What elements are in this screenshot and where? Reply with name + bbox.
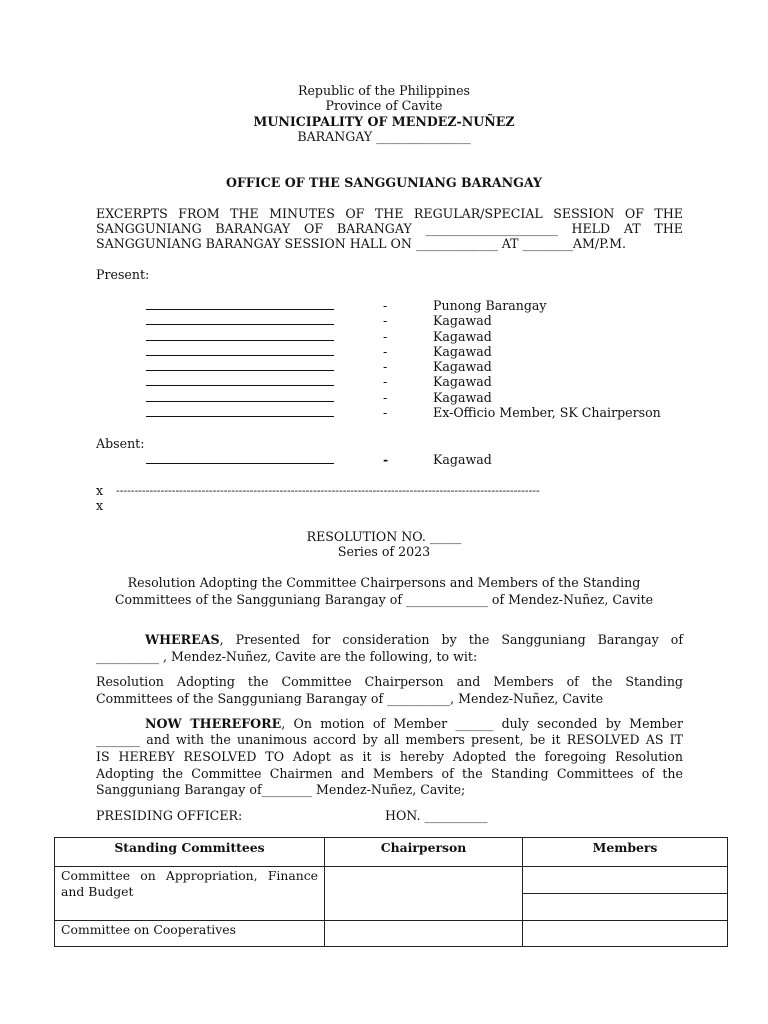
row-role: Kagawad <box>433 389 492 405</box>
committees-table <box>54 837 728 947</box>
column-header-members: Members <box>523 838 728 867</box>
row-role: Kagawad <box>433 452 492 467</box>
row-role: Ex-Officio Member, SK Chairperson <box>433 405 661 421</box>
present-label: Present: <box>96 267 150 282</box>
now-therefore-text: , On motion of Member ______ duly seconded by Member <box>281 716 683 731</box>
signature-line <box>146 313 334 325</box>
excerpt-line-3: SANGGUNIANG BARANGAY SESSION HALL ON _____________ AT ________AM/P.M. <box>96 236 626 251</box>
whereas-line-2: __________ , Mendez-Nuñez, Cavite are the following, to wit: <box>96 649 478 664</box>
row-role: Kagawad <box>433 328 492 344</box>
signature-line <box>146 452 334 464</box>
whereas-text: , Presented for consideration by the Sangguniang Barangay of <box>219 632 683 647</box>
present-row <box>0 359 768 374</box>
resolution-title-line-1: Resolution Adopting the Committee Chairpersons and Members of the Standing <box>127 575 641 590</box>
table-row <box>55 867 728 921</box>
row-dash: - <box>383 405 388 421</box>
adopting-line-1: Resolution Adopting the Committee Chairperson and Members of the Standing <box>96 674 683 689</box>
signature-line <box>146 359 334 371</box>
excerpt-line-2: SANGGUNIANG BARANGAY OF BARANGAY _____________________ HELD AT THE <box>96 221 683 236</box>
committee-name-cell: Committee on Appropriation, Finance and Budget <box>55 867 325 921</box>
members-slot <box>523 867 727 893</box>
row-dash: - <box>383 298 388 313</box>
present-row <box>0 390 768 405</box>
table-row <box>55 921 728 947</box>
column-header-standing-committees: Standing Committees <box>55 838 325 867</box>
present-row <box>0 405 768 420</box>
signature-line <box>146 298 334 310</box>
signature-line <box>146 374 334 386</box>
signature-line <box>146 390 334 402</box>
present-row <box>0 298 768 313</box>
row-dash: - <box>383 374 388 390</box>
now-therefore-line-2: _______ and with the unanimous accord by all members present, be it RESOLVED AS IT <box>96 732 683 747</box>
present-row <box>0 344 768 359</box>
members-slot <box>523 893 727 920</box>
table-header-row <box>55 838 728 867</box>
present-row <box>0 329 768 344</box>
now-therefore-line-4: Adopting the Committee Chairmen and Members of the Standing Committees of the <box>96 766 683 781</box>
absent-row <box>0 452 768 468</box>
committee-name-cell: Committee on Cooperatives <box>55 921 325 947</box>
whereas-keyword: WHEREAS <box>145 632 220 647</box>
signature-line <box>146 405 334 417</box>
row-role: Kagawad <box>433 313 492 329</box>
presiding-officer-label: PRESIDING OFFICER: <box>96 808 243 823</box>
separator-x-start: x <box>96 483 104 498</box>
chairperson-cell <box>325 921 523 947</box>
present-list <box>0 298 768 420</box>
now-therefore-keyword: NOW THEREFORE <box>145 716 282 731</box>
separator-x-end: x <box>96 498 104 513</box>
row-dash: - <box>383 359 388 375</box>
column-header-chairperson: Chairperson <box>325 838 523 867</box>
resolution-number: RESOLUTION NO. _____ <box>306 529 462 544</box>
presiding-officer-hon: HON. __________ <box>385 808 488 823</box>
header-province: Province of Cavite <box>325 98 443 113</box>
row-role: Punong Barangay <box>433 298 547 313</box>
signature-line <box>146 344 334 356</box>
now-therefore-line-5: Sangguniang Barangay of________ Mendez-Nuñez, Cavite; <box>96 782 466 797</box>
members-cell <box>523 921 728 947</box>
header-barangay: BARANGAY _______________ <box>297 129 471 144</box>
row-dash: - <box>383 328 388 344</box>
resolution-series: Series of 2023 <box>337 544 431 559</box>
header-republic: Republic of the Philippines <box>297 83 470 98</box>
present-row <box>0 374 768 389</box>
members-cell <box>523 867 728 921</box>
excerpt-line-1: EXCERPTS FROM THE MINUTES OF THE REGULAR/SPECIAL SESSION OF THE <box>96 206 683 221</box>
signature-line <box>146 329 334 341</box>
row-dash: - <box>383 343 388 359</box>
row-dash: - <box>383 389 388 405</box>
now-therefore-line-1 <box>145 716 683 731</box>
present-row <box>0 313 768 328</box>
chairperson-cell <box>325 867 523 921</box>
row-dash: - <box>383 452 389 467</box>
office-title: OFFICE OF THE SANGGUNIANG BARANGAY <box>225 175 543 190</box>
row-role: Kagawad <box>433 359 492 375</box>
adopting-line-2: Committees of the Sangguniang Barangay of __________, Mendez-Nuñez, Cavite <box>96 691 604 706</box>
row-dash: - <box>383 313 388 329</box>
header-municipality: MUNICIPALITY OF MENDEZ-NUÑEZ <box>253 114 515 129</box>
absent-label: Absent: <box>96 436 145 451</box>
now-therefore-line-3: IS HEREBY RESOLVED TO Adopt as it is hereby Adopted the foregoing Resolution <box>96 749 683 764</box>
row-role: Kagawad <box>433 343 492 359</box>
resolution-title-line-2: Committees of the Sangguniang Barangay of _____________ of Mendez-Nuñez, Cavite <box>114 592 654 607</box>
separator-dashes: ------------------------------------------------------------------------------------------------------------------ <box>116 484 540 497</box>
row-role: Kagawad <box>433 374 492 390</box>
whereas-line-1 <box>145 632 683 647</box>
